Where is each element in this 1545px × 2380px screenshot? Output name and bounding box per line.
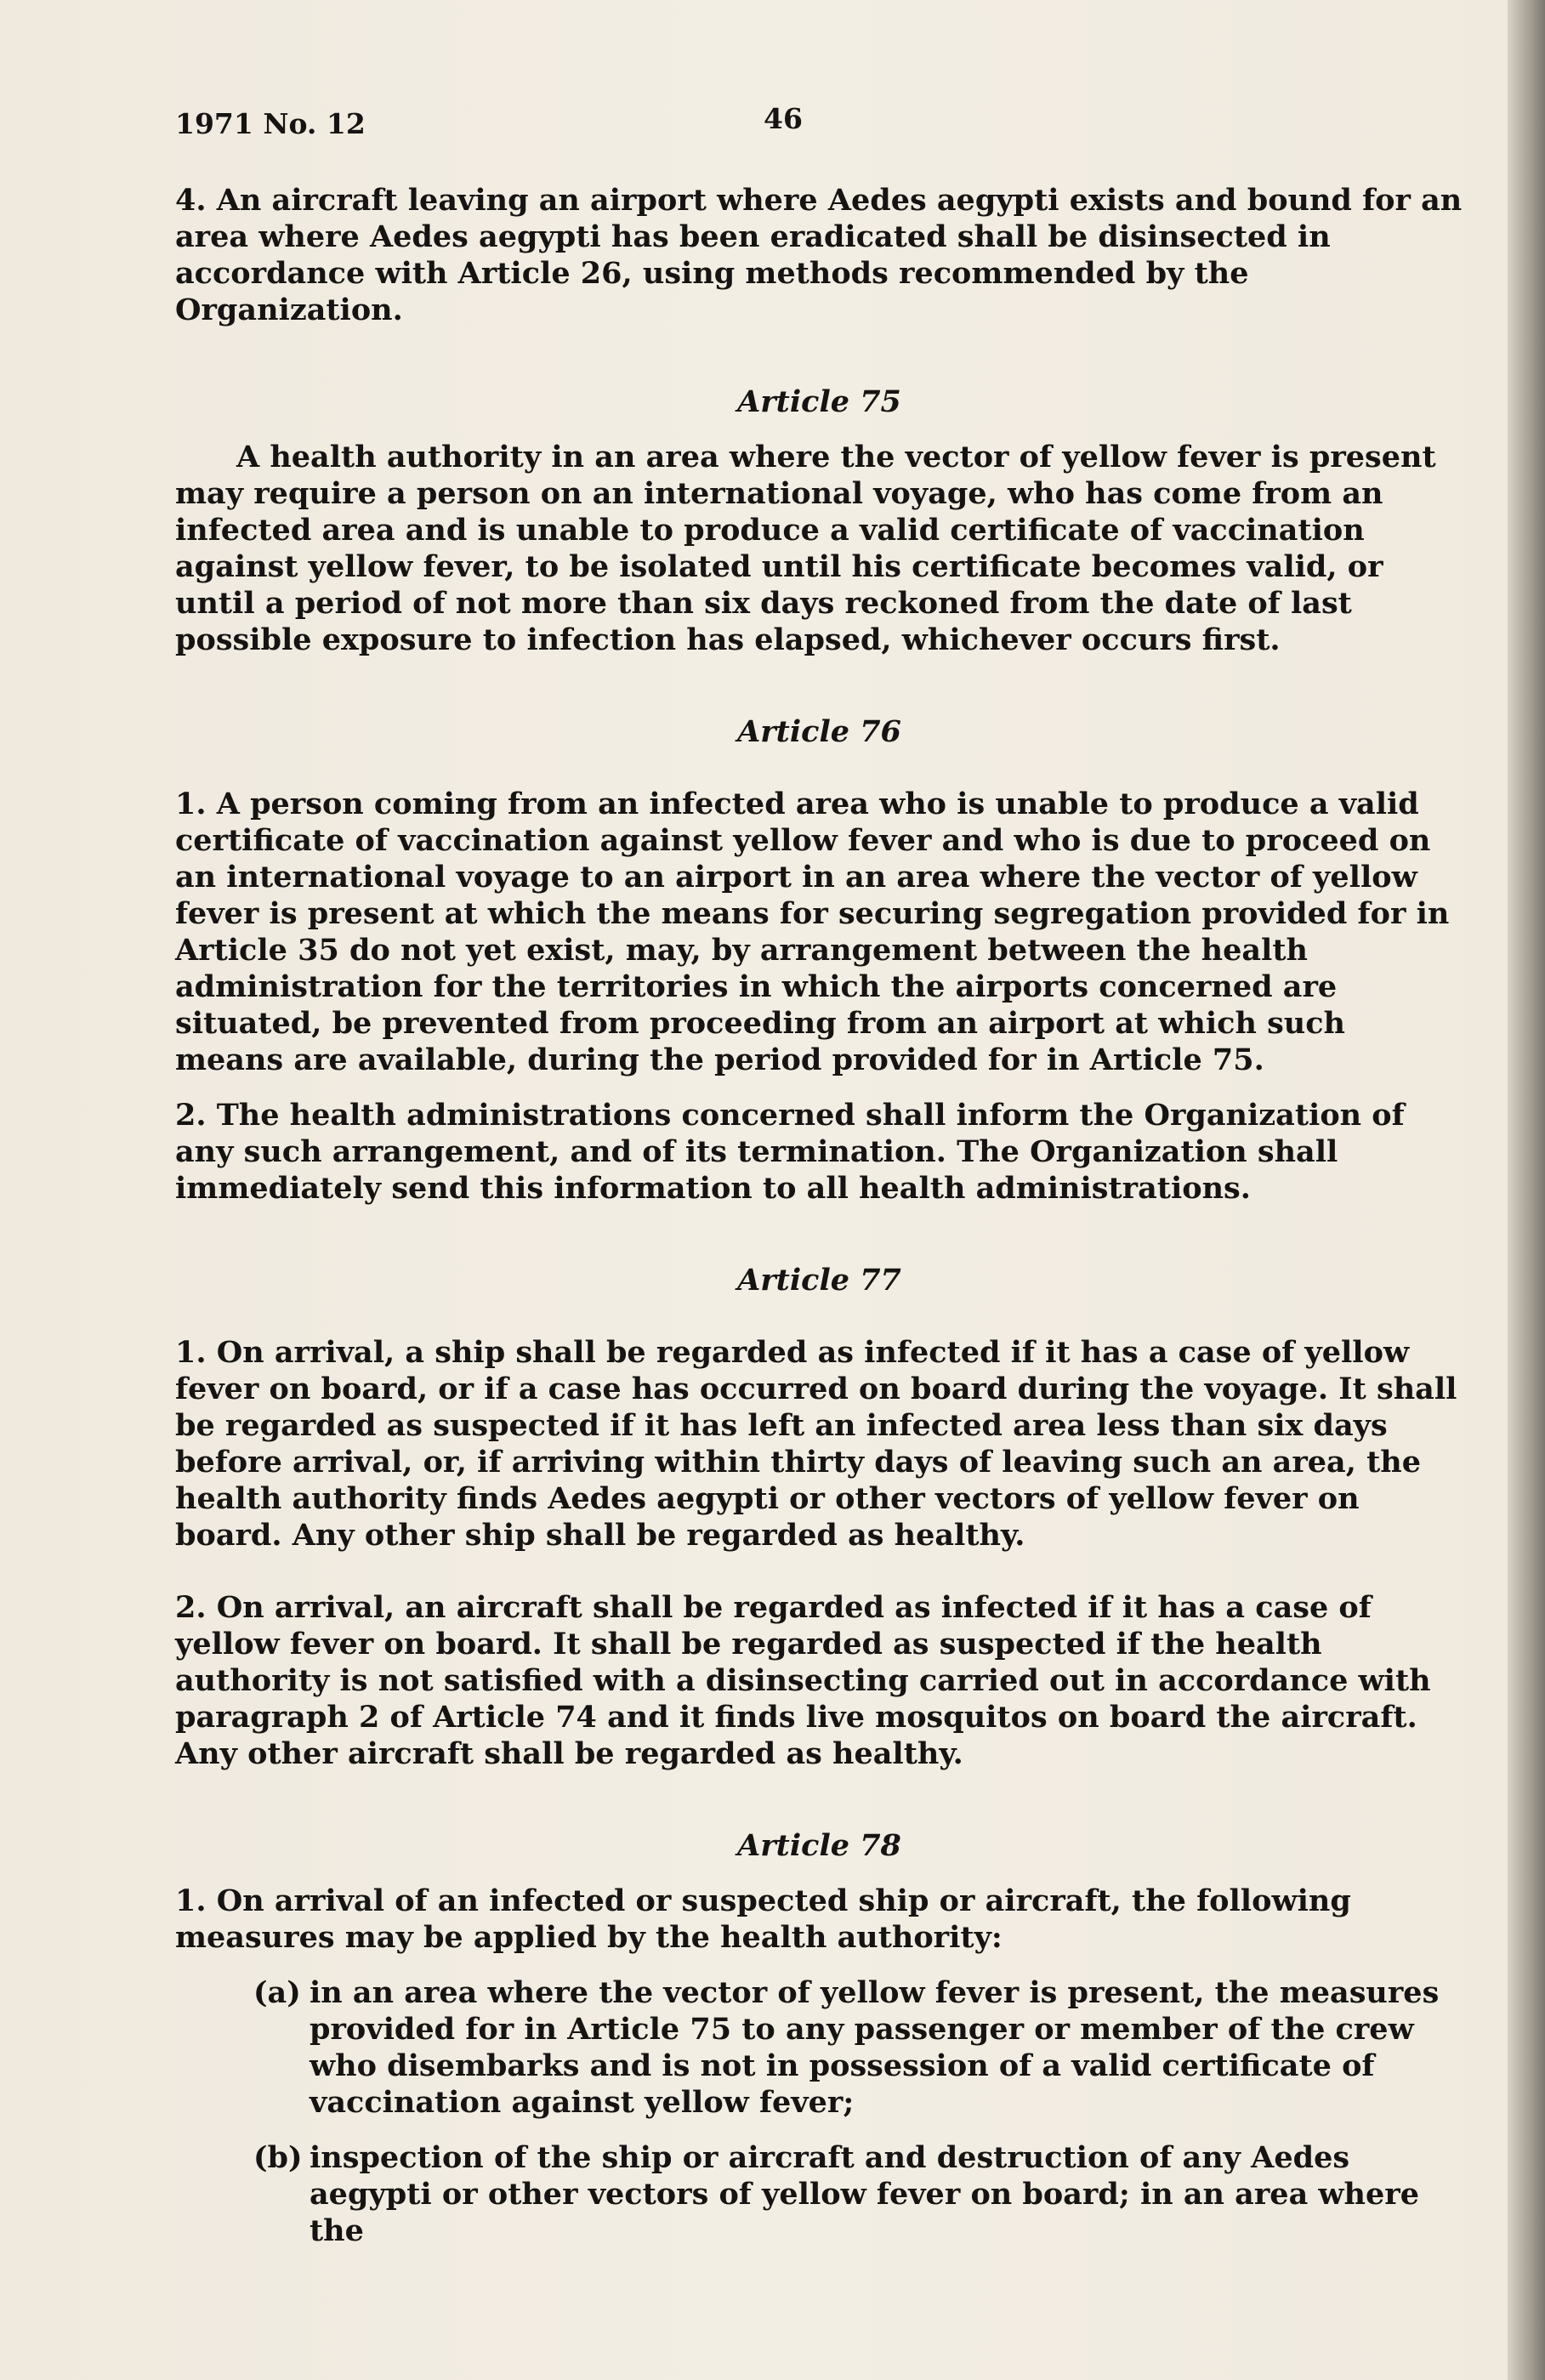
article-76-paragraph-2: 2. The health administrations concerned shall inform the Organization of any such arrangement, and of its termination. The Organization shall immediately send this information to all health administrations.	[175, 1098, 1405, 1206]
article-77-paragraph-2: 2. On arrival, an aircraft shall be regarded as infected if it has a case of yellow fever on board. It shall be regarded as suspected if the health authority is not satisfied with a disinsecting carried out in accordance with paragraph 2 of Article 74 and it finds live mosquitos on board the aircraft. Any other aircraft shall be regarded as healthy.	[175, 1590, 1431, 1771]
article-78-intro: 1. On arrival of an infected or suspected ship or aircraft, the following measures may be applied by the health authority:	[175, 1883, 1351, 1955]
title-gap	[175, 1298, 1463, 1334]
opening-paragraph: 4. An aircraft leaving an airport where Aedes aegypti exists and bound for an area where Aedes aegypti has been eradicated shall be disinsected in accordance with Article 26, using methods recommended by the Organization.	[175, 183, 1463, 327]
title-gap	[175, 750, 1463, 786]
article-75-title: Article 75	[737, 384, 901, 419]
page-number: 46	[764, 102, 803, 135]
list-gap	[175, 2121, 1463, 2139]
paragraph-gap	[175, 1078, 1463, 1097]
paragraph-gap	[175, 1554, 1463, 1589]
running-head: 1971 No. 12	[175, 107, 366, 140]
article-78-measure-a	[253, 1974, 1459, 2121]
section-gap	[175, 1772, 1463, 1827]
section-gap	[175, 658, 1463, 713]
article-76-paragraph-1: 1. A person coming from an infected area who is unable to produce a valid certificate of vaccination against yellow fever and who is due to proceed on an international voyage to an airport in an area where the vector of yellow fever is present at which the means for securing segregation provided for in Article 35 do not yet exist, may, by arrangement between the health administration for the territories in which the airports concerned are situated, be prevented from proceeding from an airport at which such means are available, during the period provided for in Article 75.	[175, 787, 1450, 1077]
measure-text: inspection of the ship or aircraft and destruction of any Aedes aegypti or other vectors of yellow fever on board; in an area where the	[310, 2140, 1419, 2248]
section-gap	[175, 1207, 1463, 1262]
page-edge-shadow	[1508, 0, 1545, 2380]
page-header	[175, 102, 1451, 158]
measure-label: (b)	[253, 2140, 303, 2175]
article-77-title: Article 77	[737, 1263, 901, 1298]
measure-text: in an area where the vector of yellow fever is present, the measures provided for in Article 75 to any passenger or member of the crew who disembarks and is not in possession of a valid certificate of vaccination against yellow fever;	[310, 1975, 1440, 2120]
article-75-paragraph: A health authority in an area where the vector of yellow fever is present may require a person on an international voyage, who has come from an infected area and is unable to produce a valid certificate of vaccination against yellow fever, to be isolated until his certificate becomes valid, or until a period of not more than six days reckoned from the date of last possible exposure to infection has elapsed, whichever occurs first.	[175, 440, 1436, 657]
document-content	[175, 182, 1463, 2249]
measure-label: (a)	[253, 1975, 301, 2010]
title-gap	[175, 1864, 1463, 1883]
section-gap	[175, 328, 1463, 383]
article-77-paragraph-1: 1. On arrival, a ship shall be regarded as infected if it has a case of yellow fever on board, or if a case has occurred on board during the voyage. It shall be regarded as suspected if it has left an infected area less than six days before arrival, or, if arriving within thirty days of leaving such an area, the health authority finds Aedes aegypti or other vectors of yellow fever on board. Any other ship shall be regarded as healthy.	[175, 1335, 1457, 1553]
title-gap	[175, 420, 1463, 439]
article-76-title: Article 76	[737, 714, 901, 749]
article-78-title: Article 78	[737, 1828, 901, 1863]
list-gap	[175, 1956, 1463, 1974]
article-78-measure-b	[253, 2139, 1459, 2249]
